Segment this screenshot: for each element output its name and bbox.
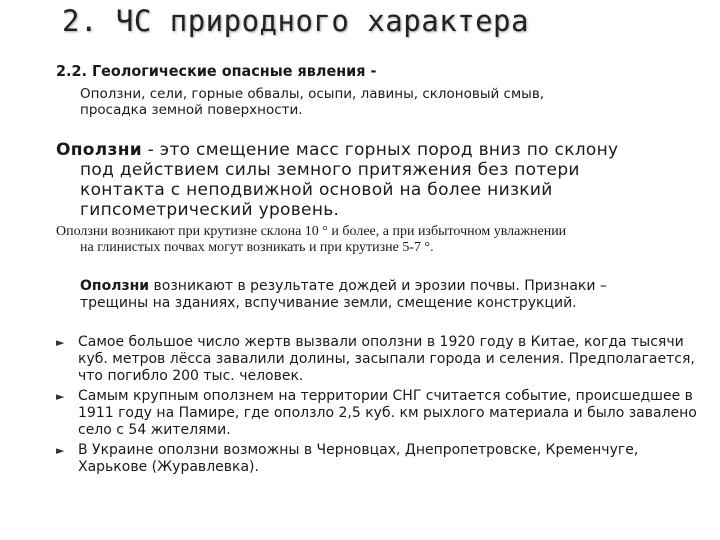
definition-line-1: - это смещение масс горных пород вниз по склону [141, 140, 619, 160]
list-item [56, 442, 706, 476]
list-item [56, 334, 706, 385]
section-subtitle: 2.2. Геологические опасные явления - [56, 62, 377, 80]
definition-line-2: под действием силы земного притяжения без потери [80, 160, 580, 180]
causes-line-1: возникают в результате дождей и эрозии почвы. Признаки – [149, 278, 607, 294]
definition-term: Оползни [56, 140, 142, 160]
slope-note-line-2: на глинистых почвах могут возникать и при крутизне 5-7 °. [80, 240, 434, 255]
slope-note-paragraph [56, 224, 716, 256]
triangle-right-icon: ► [56, 444, 65, 457]
intro-paragraph [80, 86, 680, 118]
intro-line-2: просадка земной поверхности. [80, 102, 303, 118]
list-item-text: В Украине оползни возможны в Черновцах, Днепропетровске, Кременчуге, Харькове (Журавлевка). [78, 442, 639, 475]
facts-list [56, 334, 706, 479]
list-item-text: Самое большое число жертв вызвали оползни в 1920 году в Китае, когда тысячи куб. метров лёсса завалили долины, засыпали города и селения. Предполагается, что погибло 200 тыс. человек. [78, 334, 695, 384]
intro-line-1: Оползни, сели, горные обвалы, осыпи, лавины, склоновый смыв, [80, 86, 545, 102]
list-item [56, 388, 706, 439]
triangle-right-icon: ► [56, 336, 65, 349]
list-item-text: Самым крупным оползнем на территории СНГ считается событие, происшедшее в 1911 году на Памире, где оползло 2,5 куб. км рыхлого материала и было завалено село с 54 жителями. [78, 388, 697, 438]
causes-line-2: трещины на зданиях, вспучивание земли, смещение конструкций. [80, 295, 577, 311]
definition-paragraph [56, 140, 716, 220]
slide-title: 2. ЧС природного характера [62, 4, 529, 38]
definition-line-4: гипсометрический уровень. [80, 200, 340, 220]
slope-note-line-1: Оползни возникают при крутизне склона 10 ° и более, а при избыточном увлажнении [56, 224, 567, 239]
definition-line-3: контакта с неподвижной основой на более низкий [80, 180, 553, 200]
triangle-right-icon: ► [56, 390, 65, 403]
causes-term: Оползни [80, 278, 150, 294]
causes-paragraph [80, 278, 690, 312]
